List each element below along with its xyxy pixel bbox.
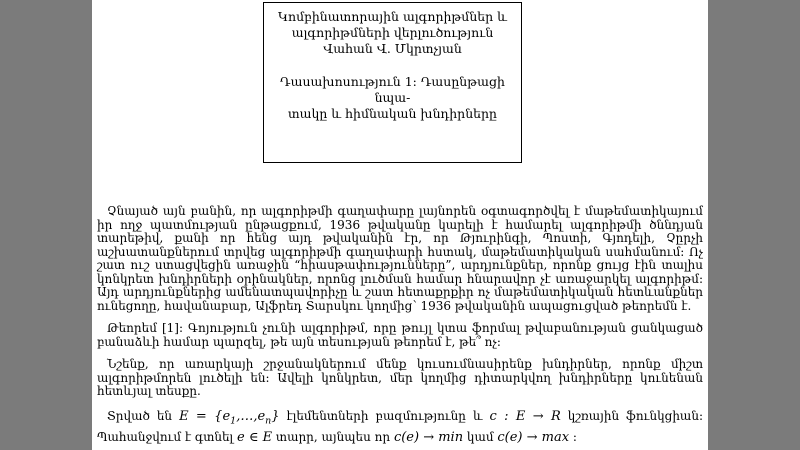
lecture-title-line2: տակը և հիմնական խնդիրները <box>287 106 498 121</box>
paragraph-theorem <box>97 322 703 349</box>
author-name: Վահան Վ. Մկրտչյան <box>323 41 462 56</box>
course-title-line1: Կոմբինատորային ալգորիթմներ և <box>277 9 508 24</box>
problem-text-2: էլեմենտների բազմությունը և <box>279 408 490 423</box>
problem-text-3: կշռային ֆունկցիան: Պահանջվում է գտնել <box>97 408 703 445</box>
problem-text-5: կամ <box>463 430 498 445</box>
formula-element-membership: e ∈ E <box>237 430 273 446</box>
title-box <box>263 2 522 163</box>
document-body <box>92 163 708 446</box>
formula-minimize: c(e) → min <box>393 430 464 446</box>
paragraph-intro: Չնայած այն բանին, որ ալգորիթմի գաղափարը լայնորեն օգտագործվել է մաթեմատիկայում իր ողջ պատմության ընթացքում, 1936 թվականը կարելի է համարել ալգորիթմի ծննդյան տարեթիվ, քանի որ հենց այդ թվականին էր, որ Թյուրինգի, Պոստի, Գյոդելի, Չըրչի աշխատանքներում տրվեց ալգորիթմի գաղափարի հստակ, մաթեմատիկական սահմանում: Ոչ շատ ուշ ստացվեցին առաջին “հիասթափությունները”, արդյունքներ, որոնք ցույց էին տալիս կոնկրետ խնդիրների օրինակներ, որոնց լուծման համար հնարավոր չէ առաջարկել ալգորիթմ: Այդ արդյունքներից ամենատպավորիչը և շատ հետաքրքիր ոչ մաթեմատիկական հետևանքներ ունեցողը, հավանաբար, Ալֆրեդ Տարսկու կողմից՝ 1936 թվականին ապացուցված թեորեմն է. <box>97 204 703 313</box>
paragraph-problem-statement <box>97 408 703 447</box>
course-title-line2: ալգորիթմների վերլուծություն <box>291 25 494 40</box>
paragraph-note: Նշենք, որ առարկայի շրջանակներում մենք կուսումնասիրենք խնդիրներ, որոնք միշտ ալգորիթմորեն լուծելի են: Ավելի կոնկրետ, մեր կողմից դիտարկվող խնդիրները կունենան հետևյալ տեսքը. <box>97 357 703 398</box>
problem-text-4: տարր, այնպես որ <box>272 430 394 445</box>
document-page <box>92 0 708 450</box>
lecture-title <box>274 74 511 122</box>
formula-element-set: $E = \{e_1,\dots,e_n\}$ <box>179 408 280 427</box>
formula-maximize: c(e) → max <box>497 430 570 446</box>
problem-text-6: : <box>569 430 577 445</box>
problem-text-1: Տրված են <box>107 408 180 423</box>
formula-weight-function: c : E → R <box>489 408 561 424</box>
theorem-text: Գոյություն չունի ալգորիթմ, որը թույլ կտա ֆորմալ թվաբանության ցանկացած բանաձևի համար պարզել, թե այն տեսության թեորեմ է, թե՞ ոչ: <box>97 321 703 349</box>
theorem-label: Թեորեմ [1]: <box>107 321 184 335</box>
lecture-title-line1: Դասախոսություն 1: Դասընթացի նպա- <box>280 74 505 105</box>
